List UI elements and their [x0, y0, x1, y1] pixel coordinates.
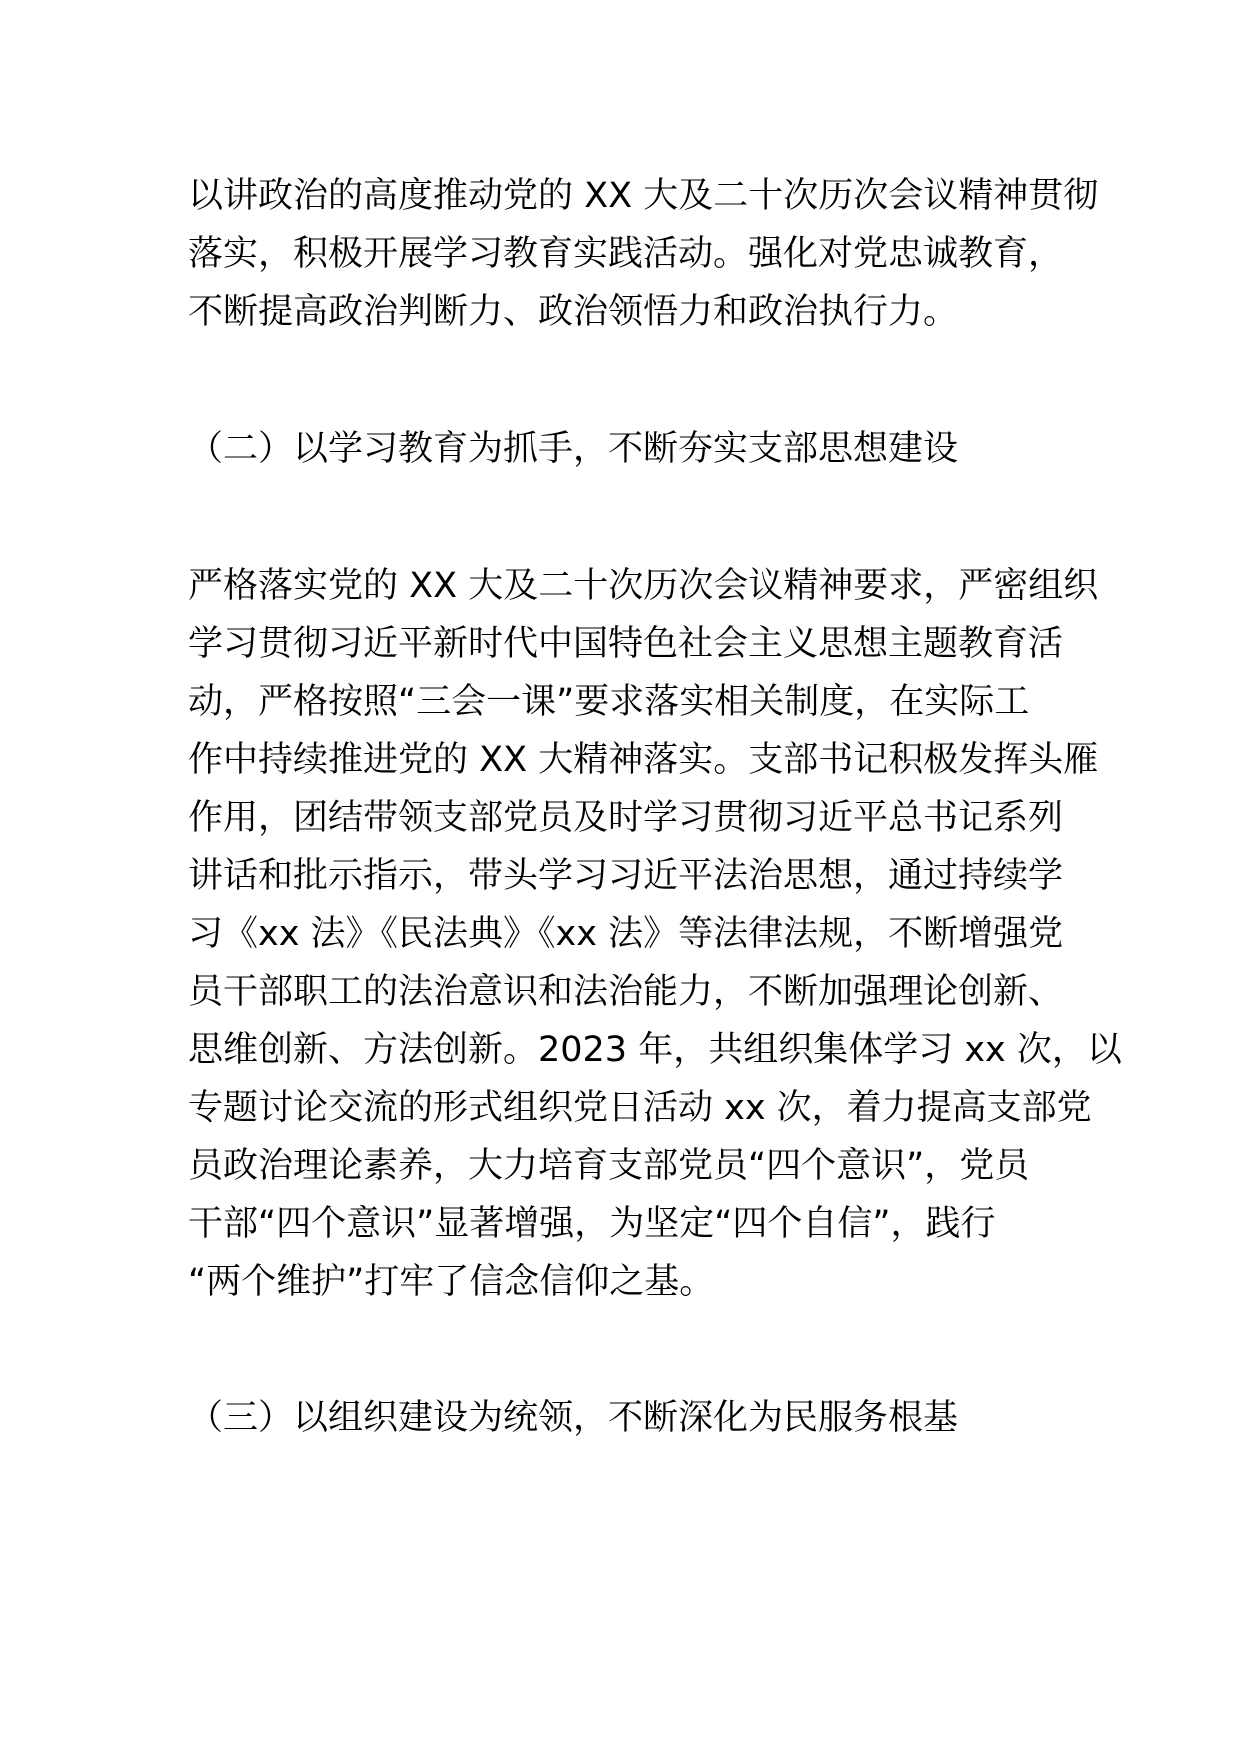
- paragraph-line: 思维创新、方法创新。2023 年，共组织集体学习 xx 次，以: [188, 1030, 1122, 1070]
- paragraph-line: 不断提高政治判断力、政治领悟力和政治执行力。: [188, 292, 959, 332]
- paragraph-line: 作中持续推进党的 XX 大精神落实。支部书记积极发挥头雁: [188, 740, 1099, 780]
- paragraph-line: 学习贯彻习近平新时代中国特色社会主义思想主题教育活: [188, 624, 1064, 664]
- section-heading-2: （二）以学习教育为抓手，不断夯实支部思想建设: [188, 429, 959, 469]
- paragraph-line: 以讲政治的高度推动党的 XX 大及二十次历次会议精神贯彻: [188, 176, 1099, 216]
- paragraph-line: 动，严格按照“三会一课”要求落实相关制度，在实际工: [188, 682, 1030, 722]
- paragraph-line: 严格落实党的 XX 大及二十次历次会议精神要求，严密组织: [188, 566, 1099, 606]
- paragraph-line: 落实，积极开展学习教育实践活动。强化对党忠诚教育，: [188, 234, 1064, 274]
- section-heading-3: （三）以组织建设为统领，不断深化为民服务根基: [188, 1398, 959, 1438]
- paragraph-line: 干部“四个意识”显著增强，为坚定“四个自信”，践行: [188, 1204, 996, 1244]
- paragraph-line: “两个维护”打牢了信念信仰之基。: [188, 1262, 715, 1302]
- paragraph-line: 习《xx 法》《民法典》《xx 法》等法律法规，不断增强党: [188, 914, 1064, 954]
- paragraph-line: 作用，团结带领支部党员及时学习贯彻习近平总书记系列: [188, 798, 1064, 838]
- paragraph-line: 员干部职工的法治意识和法治能力，不断加强理论创新、: [188, 972, 1064, 1012]
- paragraph-line: 专题讨论交流的形式组织党日活动 xx 次，着力提高支部党: [188, 1088, 1092, 1128]
- paragraph-line: 员政治理论素养，大力培育支部党员“四个意识”，党员: [188, 1146, 1030, 1186]
- paragraph-line: 讲话和批示指示，带头学习习近平法治思想，通过持续学: [188, 856, 1064, 896]
